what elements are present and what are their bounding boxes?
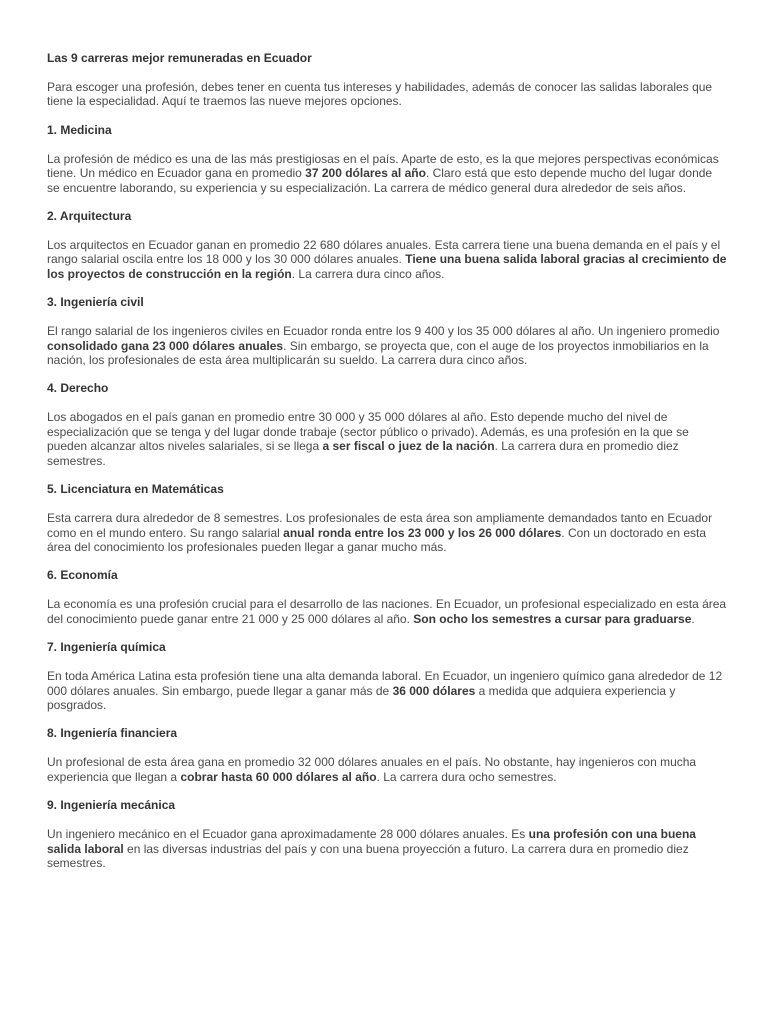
section xyxy=(47,798,727,870)
section xyxy=(47,568,727,626)
section-heading: 4. Derecho xyxy=(47,381,109,396)
section xyxy=(47,482,727,554)
section-heading: 5. Licenciatura en Matemáticas xyxy=(47,482,224,497)
section-paragraph xyxy=(47,597,727,626)
emphasized-text: cobrar hasta 60 000 dólares al año xyxy=(180,769,377,784)
section-paragraph xyxy=(47,238,727,281)
emphasized-text: Son ocho los semestres a cursar para graduarse xyxy=(413,611,692,626)
paragraph-text: Un ingeniero mecánico en el Ecuador gana aproximadamente 28 000 dólares anuales. Es xyxy=(47,827,529,842)
section xyxy=(47,381,727,468)
section-paragraph xyxy=(47,669,727,712)
paragraph-text: . La carrera dura cinco años. xyxy=(291,266,445,281)
paragraph-text: . xyxy=(691,611,695,626)
emphasized-text: 37 200 dólares al año xyxy=(305,166,426,181)
section-paragraph xyxy=(47,755,727,784)
paragraph-text: En toda América Latina esta profesión tiene una alta demanda laboral. En Ecuador, un ingeniero químico gana alrededor de 12 000 dólares anuales. Sin embargo, puede llegar a ganar más de xyxy=(47,669,723,698)
section-heading: 8. Ingeniería financiera xyxy=(47,726,178,741)
paragraph-text: Los arquitectos en Ecuador ganan en promedio 22 680 dólares anuales. Esta carrera tiene una buena demanda en el país y el rango salarial oscila entre los 18 000 y los 30 000 dólares anuales. xyxy=(47,238,721,267)
emphasized-text: 36 000 dólares xyxy=(392,683,476,698)
paragraph-text: a medida que adquiera experiencia y posgrados. xyxy=(47,683,676,712)
section-heading: 7. Ingeniería química xyxy=(47,640,166,655)
paragraph-text: . Sin embargo, se proyecta que, con el auge de los proyectos inmobiliarios en la nación, los profesionales de esta área multiplicarán su sueldo. La carrera dura cinco años. xyxy=(47,338,709,368)
intro-paragraph: Para escoger una profesión, debes tener en cuenta tus intereses y habilidades, además de conocer las salidas laborales que tiene la especialidad. Aquí te traemos las nueve mejores opciones. xyxy=(47,80,713,109)
emphasized-text: a ser fiscal o juez de la nación xyxy=(322,439,495,454)
section xyxy=(47,726,727,784)
emphasized-text: consolidado gana 23 000 dólares anuales xyxy=(47,338,284,353)
paragraph-text: . Con un doctorado en esta área del conocimiento los profesionales pueden llegar a ganar mucho más. xyxy=(47,525,707,554)
paragraph-text: La economía es una profesión crucial para el desarrollo de las naciones. En Ecuador, un profesional especializado en esta área del conocimiento puede ganar entre 21 000 y 25 000 dólares al año. xyxy=(47,597,727,626)
section xyxy=(47,209,727,281)
section-paragraph xyxy=(47,827,727,870)
section xyxy=(47,295,727,367)
section-heading: 1. Medicina xyxy=(47,122,112,137)
paragraph-text: . Claro está que esto depende mucho del lugar donde se encuentre laborando, su experiencia y su especialización. La carrera de médico general dura alrededor de seis años. xyxy=(47,166,713,195)
paragraph-text: Un profesional de esta área gana en promedio 32 000 dólares anuales en el país. No obstante, hay ingenieros con mucha experiencia que llegan a xyxy=(47,755,697,784)
paragraph-text: La profesión de médico es una de las más prestigiosas en el país. Aparte de esto, es la que mejores perspectivas económicas tiene. Un médico en Ecuador gana en promedio xyxy=(47,151,719,181)
paragraph-text: en las diversas industrias del país y con una buena proyección a futuro. La carrera dura en promedio diez semestres. xyxy=(47,841,689,870)
emphasized-text: una profesión con una buena salida laboral xyxy=(47,827,696,856)
paragraph-text: El rango salarial de los ingenieros civiles en Ecuador ronda entre los 9 400 y los 35 000 dólares al año. Un ingeniero promedio xyxy=(47,324,720,339)
section xyxy=(47,640,727,712)
section xyxy=(47,123,727,195)
section-heading: 6. Economía xyxy=(47,568,118,583)
paragraph-text: . La carrera dura en promedio diez semestres. xyxy=(47,439,679,468)
section-paragraph xyxy=(47,410,727,468)
emphasized-text: Tiene una buena salida laboral gracias al crecimiento de los proyectos de construcción en la región xyxy=(47,252,727,281)
emphasized-text: anual ronda entre los 23 000 y los 26 000 dólares xyxy=(283,525,562,540)
section-heading: 2. Arquitectura xyxy=(47,209,132,224)
section-paragraph xyxy=(47,152,727,195)
paragraph-text: Esta carrera dura alrededor de 8 semestres. Los profesionales de esta área son ampliamente demandados tanto en Ecuador como en el mundo entero. Su rango salarial xyxy=(47,511,713,540)
sections-container xyxy=(47,123,727,871)
section-paragraph xyxy=(47,324,727,367)
paragraph-text: Los abogados en el país ganan en promedio entre 30 000 y 35 000 dólares al año. Esto depende mucho del nivel de especialización que se tenga y del lugar donde trabaje (sector público o privado). Además, es una profesión en la que se pueden alcanzar altos niveles salariales, si se llega xyxy=(47,410,689,454)
section-heading: 3. Ingeniería civil xyxy=(47,295,144,310)
paragraph-text: . La carrera dura ocho semestres. xyxy=(376,769,557,784)
section-heading: 9. Ingeniería mecánica xyxy=(47,798,176,813)
document-title: Las 9 carreras mejor remuneradas en Ecuador xyxy=(47,51,312,65)
section-paragraph xyxy=(47,511,727,554)
document-page xyxy=(47,51,727,884)
